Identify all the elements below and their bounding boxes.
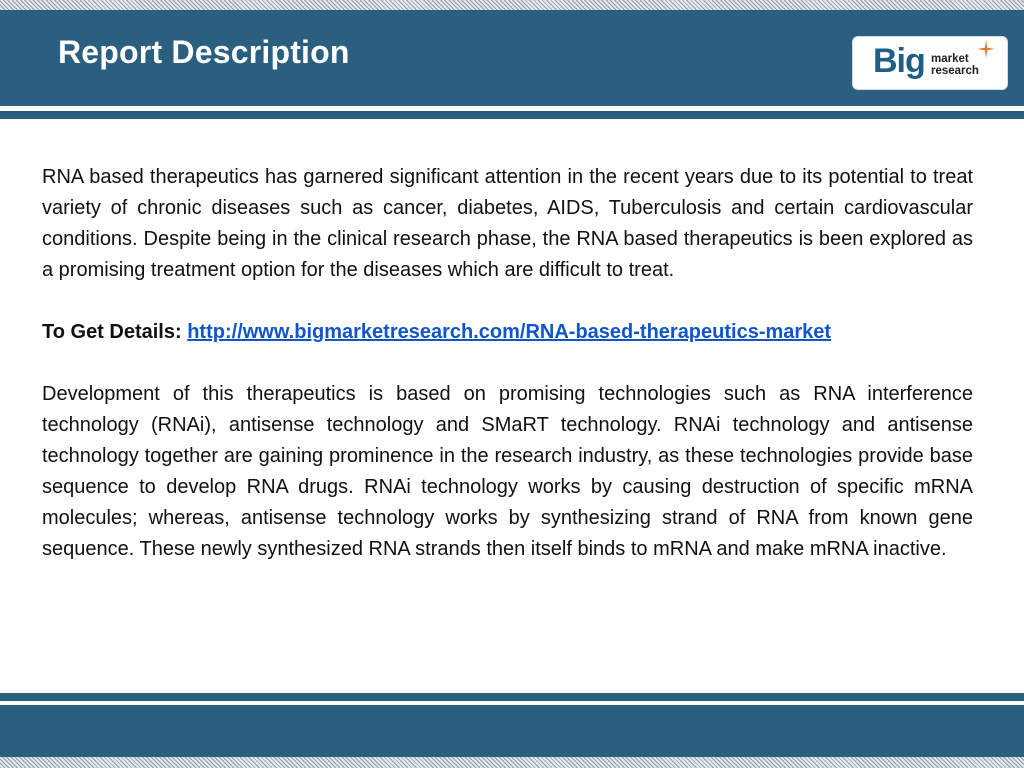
- logo-line-1: market: [931, 53, 969, 65]
- header-divider-blue: [0, 111, 1024, 119]
- details-line: [42, 317, 973, 348]
- logo-line-2: research: [931, 65, 979, 77]
- report-content: [42, 162, 973, 565]
- page-title: Report Description: [58, 34, 350, 70]
- paragraph-intro: RNA based therapeutics has garnered significant attention in the recent years due to its potential to treat variety of chronic diseases such as cancer, diabetes, AIDS, Tuberculosis and certain cardiovascular conditions. Despite being in the clinical research phase, the RNA based therapeutics is been explored as a promising treatment option for the diseases which are difficult to treat.: [42, 166, 973, 281]
- paragraph-development: Development of this therapeutics is based on promising technologies such as RNA interference technology (RNAi), antisense technology and SMaRT technology. RNAi technology and antisense technology together are gaining prominence in the research industry, as these technologies provide base sequence to develop RNA drugs. RNAi technology works by causing destruction of specific mRNA molecules; whereas, antisense technology works by synthesizing strand of RNA from known gene sequence. These newly synthesized RNA strands then itself binds to mRNA and make mRNA inactive.: [42, 383, 973, 560]
- footer-divider-white: [0, 701, 1024, 705]
- spacer: [42, 286, 973, 317]
- logo: [852, 36, 1008, 90]
- spacer: [42, 348, 973, 379]
- star-icon: [977, 40, 995, 58]
- logo-big-text: Big: [873, 42, 925, 80]
- bottom-hatch-strip: [0, 757, 1024, 768]
- details-link[interactable]: http://www.bigmarketresearch.com/RNA-based-therapeutics-market: [187, 321, 832, 343]
- top-hatch-strip: [0, 0, 1024, 10]
- details-label: To Get Details:: [42, 321, 188, 343]
